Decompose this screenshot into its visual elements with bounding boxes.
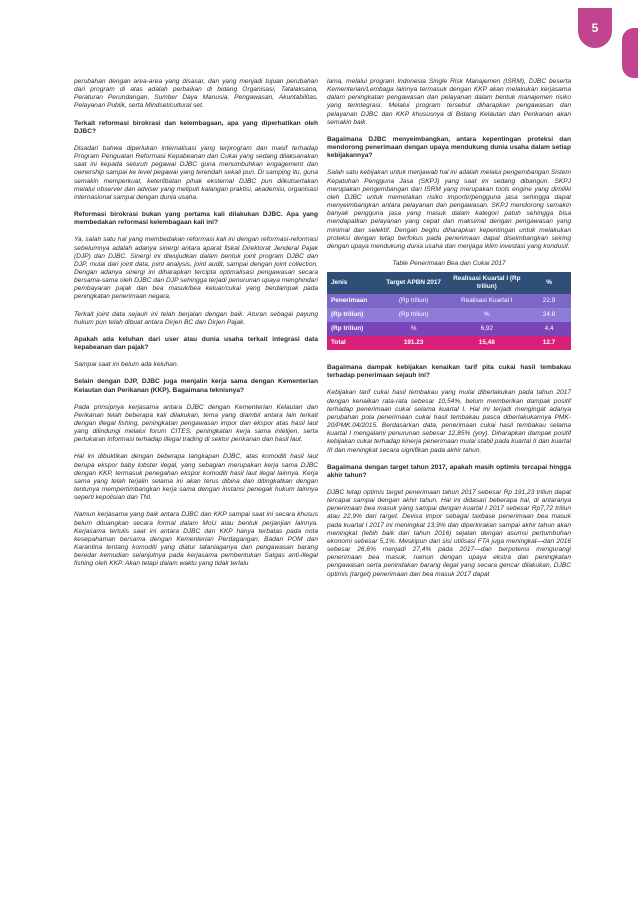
- paragraph: Hal ini dibuktikan dengan beberapa tangkapan DJBC, atas komoditi hasil laut berupa ekspor baby lobster ilegal, yang sebagian merupakan kerja sama DJBC dengan KKP, termasuk penegahan ekspor komoditi hasil laut ilegal lainnya. Kerja sama yang telah terjalin selama ini akan terus dibina dan ditingkatkan dengan tentunya mempertimbangkan kerja sama dengan instansi penegak hukum lainnya seperti kepolisian dan TNI.: [74, 453, 318, 502]
- table-row: [327, 294, 571, 308]
- table-header-cell: Realisasi Kuartal I (Rp triliun): [447, 272, 528, 294]
- paragraph: lama, melalui program Indonesia Single Risk Manajemen (ISRM), DJBC beserta Kementerian/Lembaga lainnya termasuk dengan KKP akan melakukan kerjasama dalam peningkatan pengawasan dan pelayanan dalam bentuk manajemen risiko yang terintegrasi. Melalui program tersebut diharapkan pengawasan dan pelayanan DJBC dan KKP khususnya di Bidang Kelautan dan Perikanan akan semakin baik.: [327, 78, 571, 126]
- edge-tab-decoration: [622, 28, 638, 78]
- table-cell: 22,9: [527, 294, 571, 308]
- table-cell: Realisasi Kuartal I: [447, 294, 528, 308]
- table-cell: 6,92: [447, 322, 528, 336]
- table-cell: 12.7: [527, 336, 571, 350]
- page-number-badge: [578, 8, 612, 48]
- table-cell: %: [447, 308, 528, 322]
- table-cell: Penerimaan: [327, 294, 381, 308]
- paragraph: perubahan dengan area-area yang disasar, dan yang menjadi tujuan perubahan dari program di atas adalah perbaikan di bidang Organisasi, Tatalaksana, Peraturan Perundangan, Sumber Daya Manusia, Pengawasan, Akuntabilitas, Pelayanan Publik, serta Mindset/cultural set.: [74, 78, 318, 110]
- paragraph: Pada prinsipnya kerjasama antara DJBC dengan Kementerian Kelautan dan Perikanan telah beberapa kali dilakukan, tema yang diambil antara lain terkait dengan illegal fishing, peningkatan pengawasan impor dan ekspor atas hasil laut yang dilindungi melalui forum CITES, peningkatan kerja sama intelijen, serta pertukaran informasi terhadap illegal trading di sektor perikanan dan hasil laut.: [74, 403, 318, 444]
- table-cell: 191.23: [381, 336, 447, 350]
- paragraph: DJBC tetap optimis target penerimaan tahun 2017 sebesar Rp 191,23 triliun dapat tercapai sampai dengan akhir tahun. Hal ini didasari beberapa hal, di antaranya penerimaan bea masuk yang sampai dengan kuartal I 2017 sebesar Rp7,72 triliun atau 22,9% dari target. Devisa impor sebagai taxbase penerimaan bea masuk pada kuartal I 2017 ini meningkat 13,9% dan diperkirakan sampai akhir tahun akan meningkat (lebih baik dari tahun 2016) sejalan dengan asumsi pertumbuhan ekonomi sebesar 5,1%. Meskipun dari sisi utilisasi FTA juga meningkat—dari 2016 sebesar 26,6% menjadi 27,4% pada 2017—dan berpotensi mengurangi penerimaan bea masuk, namun dengan upaya ekstra dan peningkatan pengawasan serta penindakan barang ilegal yang secara gencar dilakukan, DJBC optimis (target) penerimaan dari bea masuk 2017 dapat: [327, 489, 571, 578]
- table-cell: Total: [327, 336, 381, 350]
- question-heading: Bagaimana dengan target tahun 2017, apakah masih optimis tercapai hingga akhir tahun?: [327, 463, 571, 479]
- table-header-cell: Jenis: [327, 272, 381, 294]
- table-cell: (Rp triliun): [381, 294, 447, 308]
- table-cell: (Rp triliun): [381, 308, 447, 322]
- paragraph: Disadari bahwa diperlukan internalisasi yang terprogram dan masif terhadap Program Penguatan Reformasi Kepabeanan dan Cukai yang sedang dilaksanakan saat ini kepada seluruh pegawai DJBC guna menumbuhkan engagement dan ownership sampai ke level pegawai yang terendah sekali pun. Di samping itu, guna semakin memperkuat, keterlibatan pihak eksternal DJBC pun diikutsertakan melalui observer dan adviser yang meliputi kalangan praktisi, akademisi, organisasi internasional sampai dengan dunia usaha.: [74, 144, 318, 201]
- table-cell: %: [381, 322, 447, 336]
- table-cell: (Rp triliun): [327, 308, 381, 322]
- paragraph: Sampai saat ini belum ada keluhan.: [74, 361, 179, 369]
- table-total-row: [327, 336, 571, 350]
- table-cell: 24.8: [527, 308, 571, 322]
- question-heading: Terkait reformasi birokrasi dan kelembagaan, apa yang diperhatikan oleh DJBC?: [74, 119, 318, 135]
- paragraph: Salah satu kebijakan untuk menjawab hal ini adalah melalui pengembangan Sistem Kepatuhan Pengguna Jasa (SKPJ) yang saat ini sedang dibangun. SKPJ merupakan pengembangan dari ISRM yang merupakan tools engine yang dimiliki oleh DJBC untuk memetakan risiko importir/pengguna jasa sehingga dapat menyeimbangkan antara pelayanan dan pengawasan. SKPJ mendorong semakin banyak pengguna jasa yang masuk dalam kategori patuh sehingga bisa mendapatkan pelayanan yang cepat dan maksimal dengan pengawasan yang minimal dan selektif. Dengan begitu diharapkan kepentingan untuk melakukan proteksi dengan tetap berfokus pada penerimaan dapat diseimbangkan seiring dengan upaya mendukung dunia usaha dan menjaga iklim investasi yang kondusif.: [327, 169, 571, 250]
- table-row: [327, 308, 571, 322]
- page-number: 5: [591, 21, 599, 35]
- table-header-row: [327, 272, 571, 294]
- question-heading: Bagaimana dampak kebijakan kenaikan tarif pita cukai hasil tembakau terhadap penerimaan sejauh ini?: [327, 364, 571, 380]
- question-heading: Apakah ada keluhan dari user atau dunia usaha terkait integrasi data kepabeanan dan pajak?: [74, 335, 318, 352]
- table-row: [327, 322, 571, 336]
- paragraph: Namun kerjasama yang baik antara DJBC dan KKP sampai saat ini secara khusus belum dituangkan secara formal dalam MoU atau bentuk perjanjian lainnya. Kerjasama tertulis saat ini antara DJBC dan KKP hanya terbatas pada nota kesepahaman bersama dengan Kementerian Perdagangan, Badan POM dan Karantina tentang komoditi yang diatur tataniaganya dan pengawasan barang beredar kemudian selanjutnya pada kerjasama pembentukan Satgas anti-illegal fishing oleh KKP. Akan tetapi dalam waktu yang tidak terlalu: [74, 511, 318, 568]
- right-column: [327, 78, 571, 588]
- table-cell: 4,4: [527, 322, 571, 336]
- paragraph: Kebijakan tarif cukai hasil tembakau yang mulai diberlakukan pada tahun 2017 dengan kenaikan rata-rata sebesar 10,54%, belum memberikan dampak positif terhadap penerimaan cukai selama kuartal I. Hal ini terjadi mengingat adanya perubahan pola penerimaan cukai hasil tembakau pasca diberlakukannya PMK-20/PMK.04/2015. Berdasarkan data, penerimaan cukai hasil tembakau selama kuartal I mengalami penurunan sebesar 12,85% (yoy). Diharapkan dampak positif kebijakan cukai terhadap kinerja penerimaan mulai stabil pada kuartal II dan kuartal III dan meningkat secara signifikan pada akhir tahun.: [327, 389, 571, 454]
- table-cell: (Rp triliun): [327, 322, 381, 336]
- question-heading: Selain dengan DJP, DJBC juga menjalin kerja sama dengan Kementerian Kelautan dan Perikanan (KKP). Bagaimana teknisnya?: [74, 378, 318, 394]
- table-caption: Table Penerimaan Bea dan Cukai 2017: [392, 259, 506, 267]
- paragraph: Ya, salah satu hal yang membedakan reformasi kali ini dengan reformasi-reformasi sebelumnya adalah adanya sinergi antara aparat fiskal Direktorat Jenderal Pajak (DJP) dan DJBC. Sinergi ini diwujudkan dalam bentuk joint program DJBC dan DJP, mulai dari joint data, joint analysis, joint audit, sampai dengan joint collection. Dengan adanya sinergi ini diharapkan tercipta optimalisasi pengawasan secara bersama-sama oleh DJBC dan DJP sehingga terjadi penurunan upaya menghindari pembayaran pajak dan bea masuk/bea keluar/cukai yang berdampak pada peningkatan penerimaan negara.: [74, 236, 318, 301]
- question-heading: Reformasi birokrasi bukan yang pertama kali dilakukan DJBC. Apa yang membedakan reformasi kelembagaan kali ini?: [74, 211, 318, 227]
- table-header-cell: %: [527, 272, 571, 294]
- left-column: [74, 78, 318, 578]
- revenue-table: [327, 272, 571, 350]
- table-cell: 15,48: [447, 336, 528, 350]
- paragraph: Terkait joint data sejauh ini telah berjalan dengan baik. Aturan sebagai payung hukum pun telah dibuat antara Dirjen BC dan Dirjen Pajak.: [74, 310, 318, 326]
- question-heading: Bagaimana DJBC menyeimbangkan, antara kepentingan proteksi dan mendorong penerimaan dengan upaya mendukung dunia usaha dalam setiap kebijakannya?: [327, 135, 571, 160]
- table-header-cell: Target APBN 2017: [381, 272, 447, 294]
